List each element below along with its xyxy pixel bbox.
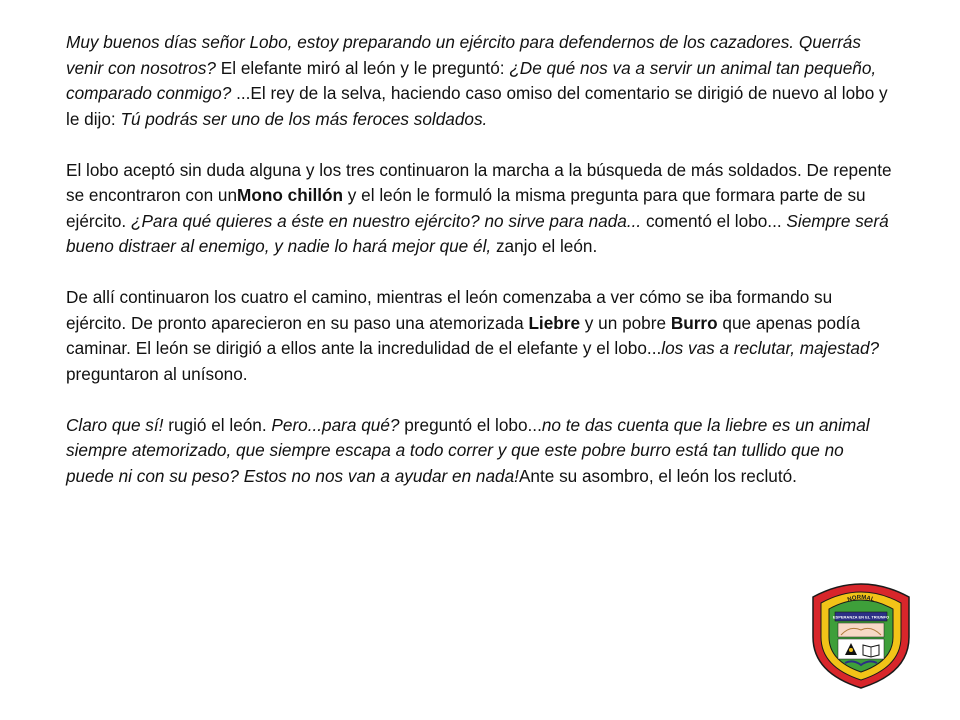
text-segment: ...El rey de la selva, haciendo caso omiso del comentario se dirigió de nuevo al lobo y le dijo: — [66, 83, 888, 129]
text-segment: Tú podrás ser uno de los más feroces soldados. — [120, 108, 488, 129]
text-segment: preguntaron al unísono. — [66, 363, 248, 384]
paragraph-4 — [66, 413, 896, 490]
text-segment: El lobo aceptó sin duda alguna y los tres continuaron la marcha a la búsqueda de más soldados. De repente se encontraron con un — [66, 159, 892, 205]
school-crest-icon — [805, 575, 917, 690]
text-segment: comentó el lobo... — [641, 210, 787, 231]
text-segment: preguntó el lobo... — [399, 414, 542, 435]
text-segment: y un pobre — [580, 312, 671, 333]
text-segment: El elefante miró al león y le preguntó: — [216, 57, 510, 78]
paragraph-2 — [66, 158, 896, 260]
text-segment: Mono chillón — [237, 185, 344, 205]
paragraph-1 — [66, 30, 896, 132]
text-segment: Siempre será bueno distraer al enemigo, y nadie lo hará mejor que él, — [66, 210, 889, 256]
crest-banner-text: ESPERANZA EN EL TRIUNFO — [832, 614, 890, 620]
text-segment: ¿Para qué quieres a éste en nuestro ejército? no sirve para nada... — [130, 210, 642, 231]
text-segment: y el león le formuló la misma pregunta para que formara parte de su ejército. — [66, 185, 866, 231]
paragraph-3 — [66, 285, 896, 387]
text-segment: De allí continuaron los cuatro el camino, mientras el león comenzaba a ver cómo se iba formando su ejército. De pronto aparecieron en su paso una atemorizada — [66, 287, 833, 333]
text-segment: ¿De qué nos va a servir un animal tan pequeño, comparado conmigo? — [66, 57, 877, 103]
text-segment: Muy buenos días señor Lobo, estoy preparando un ejército para defendernos de los cazadores. Querrás venir con nosotros? — [66, 32, 861, 78]
text-segment: rugió el león. — [163, 414, 272, 435]
text-segment: zanjo el león. — [491, 236, 598, 256]
crest-arc-text: NORMAL — [846, 594, 876, 604]
story-text — [66, 30, 896, 515]
text-segment: los vas a reclutar, majestad? — [661, 338, 880, 358]
text-segment: Claro que sí! — [66, 414, 164, 435]
text-segment: que apenas podía caminar. El león se dirigió a ellos ante la incredulidad de el elefante y el lobo... — [66, 312, 861, 358]
text-segment: Liebre — [528, 312, 581, 333]
text-segment: Ante su asombro, el león los reclutó. — [518, 465, 797, 486]
text-segment: Pero...para qué? — [271, 414, 400, 435]
text-segment: no te das cuenta que la liebre es un animal siempre atemorizado, que siempre escapa a todo correr y que este pobre burro está tan tullido que no puede ni con su peso? Estos no nos van a ayudar en nada! — [66, 414, 870, 486]
text-segment: Burro — [670, 312, 718, 333]
